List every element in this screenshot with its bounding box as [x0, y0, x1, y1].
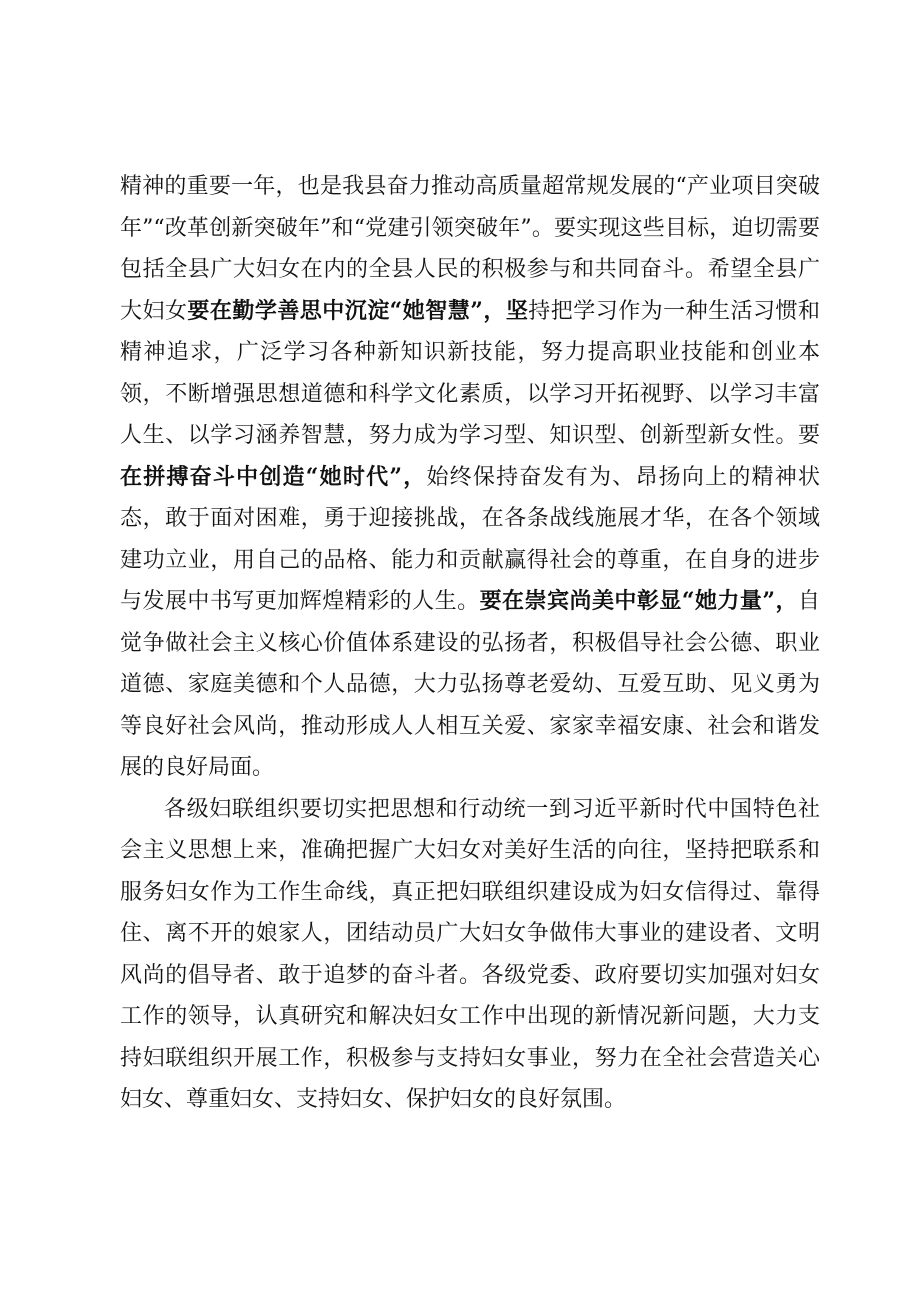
text-run: 各级妇联组织要切实把思想和行动统一到习近平新时代中国特色社会主义思想上来，准确把握广大妇女对美好生活的向往，坚持把联系和服务妇女作为工作生命线，真正把妇联组织建设成为妇女信得过、靠得住、离不开的娘家人，团结动员广大妇女争做伟大事业的建设者、文明风尚的倡导者、敢于追梦的奋斗者。各级党委、政府要切实加强对妇女工作的领导，认真研究和解决妇女工作中出现的新情况新问题，大力支持妇联组织开展工作，积极参与支持妇女事业，努力在全社会营造关心妇女、尊重妇女、支持妇女、保护妇女的良好氛围。: [120, 796, 820, 1112]
paragraph-1: [120, 166, 820, 789]
document-body: [120, 166, 820, 1121]
text-run: 精神的重要一年，也是我县奋力推动高质量超常规发展的“产业项目突破年”“改革创新突破年”和“党建引领突破年”。要实现这些目标，迫切需要包括全县广大妇女在内的全县人民的积极参与和共同奋斗。希望全县广大妇女: [120, 174, 820, 324]
bold-heading-run: 要在崇宾尚美中彰显“她力量”，: [479, 588, 798, 614]
bold-heading-run: 要在勤学善思中沉淀“她智慧”，坚: [187, 297, 529, 324]
bold-heading-run: 在拼搏奋斗中创造“她时代”，: [120, 463, 427, 490]
text-run: 持把学习作为一种生活习惯和精神追求，广泛学习各种新知识新技能，努力提高职业技能和创业本领，不断增强思想道德和科学文化素质，以学习开拓视野、以学习丰富人生、以学习涵养智慧，努力成为学习型、知识型、创新型新女性。要: [120, 298, 820, 448]
text-run: 始终保持奋发有为、昂扬向上的精神状态，敢于面对困难，勇于迎接挑战，在各条战线施展才华，在各个领域建功立业，用自己的品格、能力和贡献赢得社会的尊重，在自身的进步与发展中书写更加辉煌精彩的人生。: [120, 464, 820, 614]
text-run: 自觉争做社会主义核心价值体系建设的弘扬者，积极倡导社会公德、职业道德、家庭美德和个人品德，大力弘扬尊老爱幼、互爱互助、见义勇为等良好社会风尚，推动形成人人相互关爱、家家幸福安康、社会和谐发展的良好局面。: [120, 589, 820, 780]
paragraph-2: [120, 789, 820, 1121]
